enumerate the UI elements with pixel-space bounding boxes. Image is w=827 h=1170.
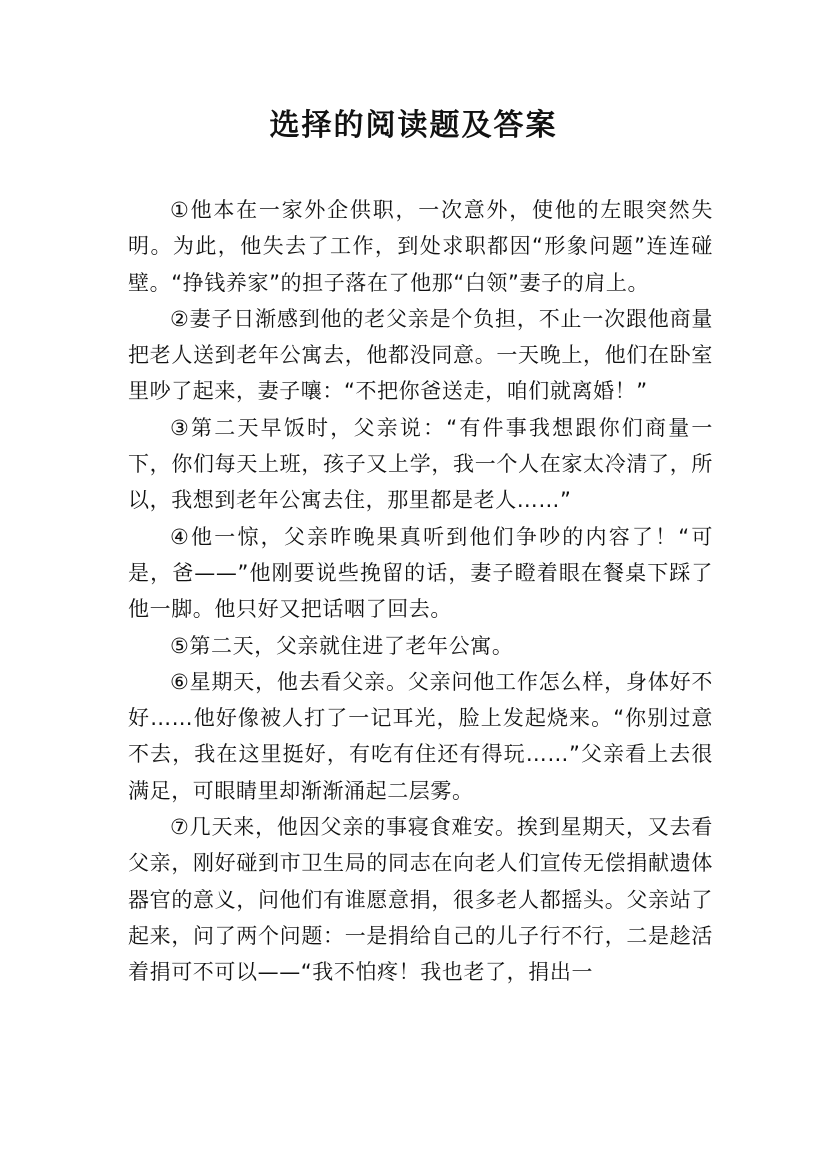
paragraph-7: ⑦几天来，他因父亲的事寝食难安。挨到星期天，又去看父亲，刚好碰到市卫生局的同志在向老人们宣传无偿捐献遗体器官的意义，问他们有谁愿意捐，很多老人都摇头。父亲站了起来，问了两个问题：一是捐给自己的儿子行不行，二是趁活着捐可不可以——“我不怕疼！我也老了，捐出一: [128, 815, 713, 985]
paragraph-6: ⑥星期天，他去看父亲。父亲问他工作怎么样，身体好不好……他好像被人打了一记耳光，脸上发起烧来。“你别过意不去，我在这里挺好，有吃有住还有得玩……”父亲看上去很满足，可眼睛里却渐渐涌起二层雾。: [128, 669, 713, 803]
paragraph-4: ④他一惊，父亲昨晚果真听到他们争吵的内容了！“可是，爸——”他刚要说些挽留的话，妻子瞪着眼在餐桌下踩了他一脚。他只好又把话咽了回去。: [128, 524, 713, 622]
paragraph-2: ②妻子日渐感到他的老父亲是个负担，不止一次跟他商量把老人送到老年公寓去，他都没同意。一天晚上，他们在卧室里吵了起来，妻子嚷：“不把你爸送走，咱们就离婚！”: [128, 306, 713, 404]
paragraph-3: ③第二天早饭时，父亲说：“有件事我想跟你们商量一下，你们每天上班，孩子又上学，我一个人在家太冷清了，所以，我想到老年公寓去住，那里都是老人……”: [128, 415, 713, 513]
document-title: 选择的阅读题及答案: [269, 108, 558, 143]
paragraph-1: ①他本在一家外企供职，一次意外，使他的左眼突然失明。为此，他失去了工作，到处求职都因“形象问题”连连碰壁。“挣钱养家”的担子落在了他那“白领”妻子的肩上。: [128, 198, 713, 295]
paragraph-5: ⑤第二天，父亲就住进了老年公寓。: [170, 633, 514, 658]
document-body: [128, 192, 713, 991]
